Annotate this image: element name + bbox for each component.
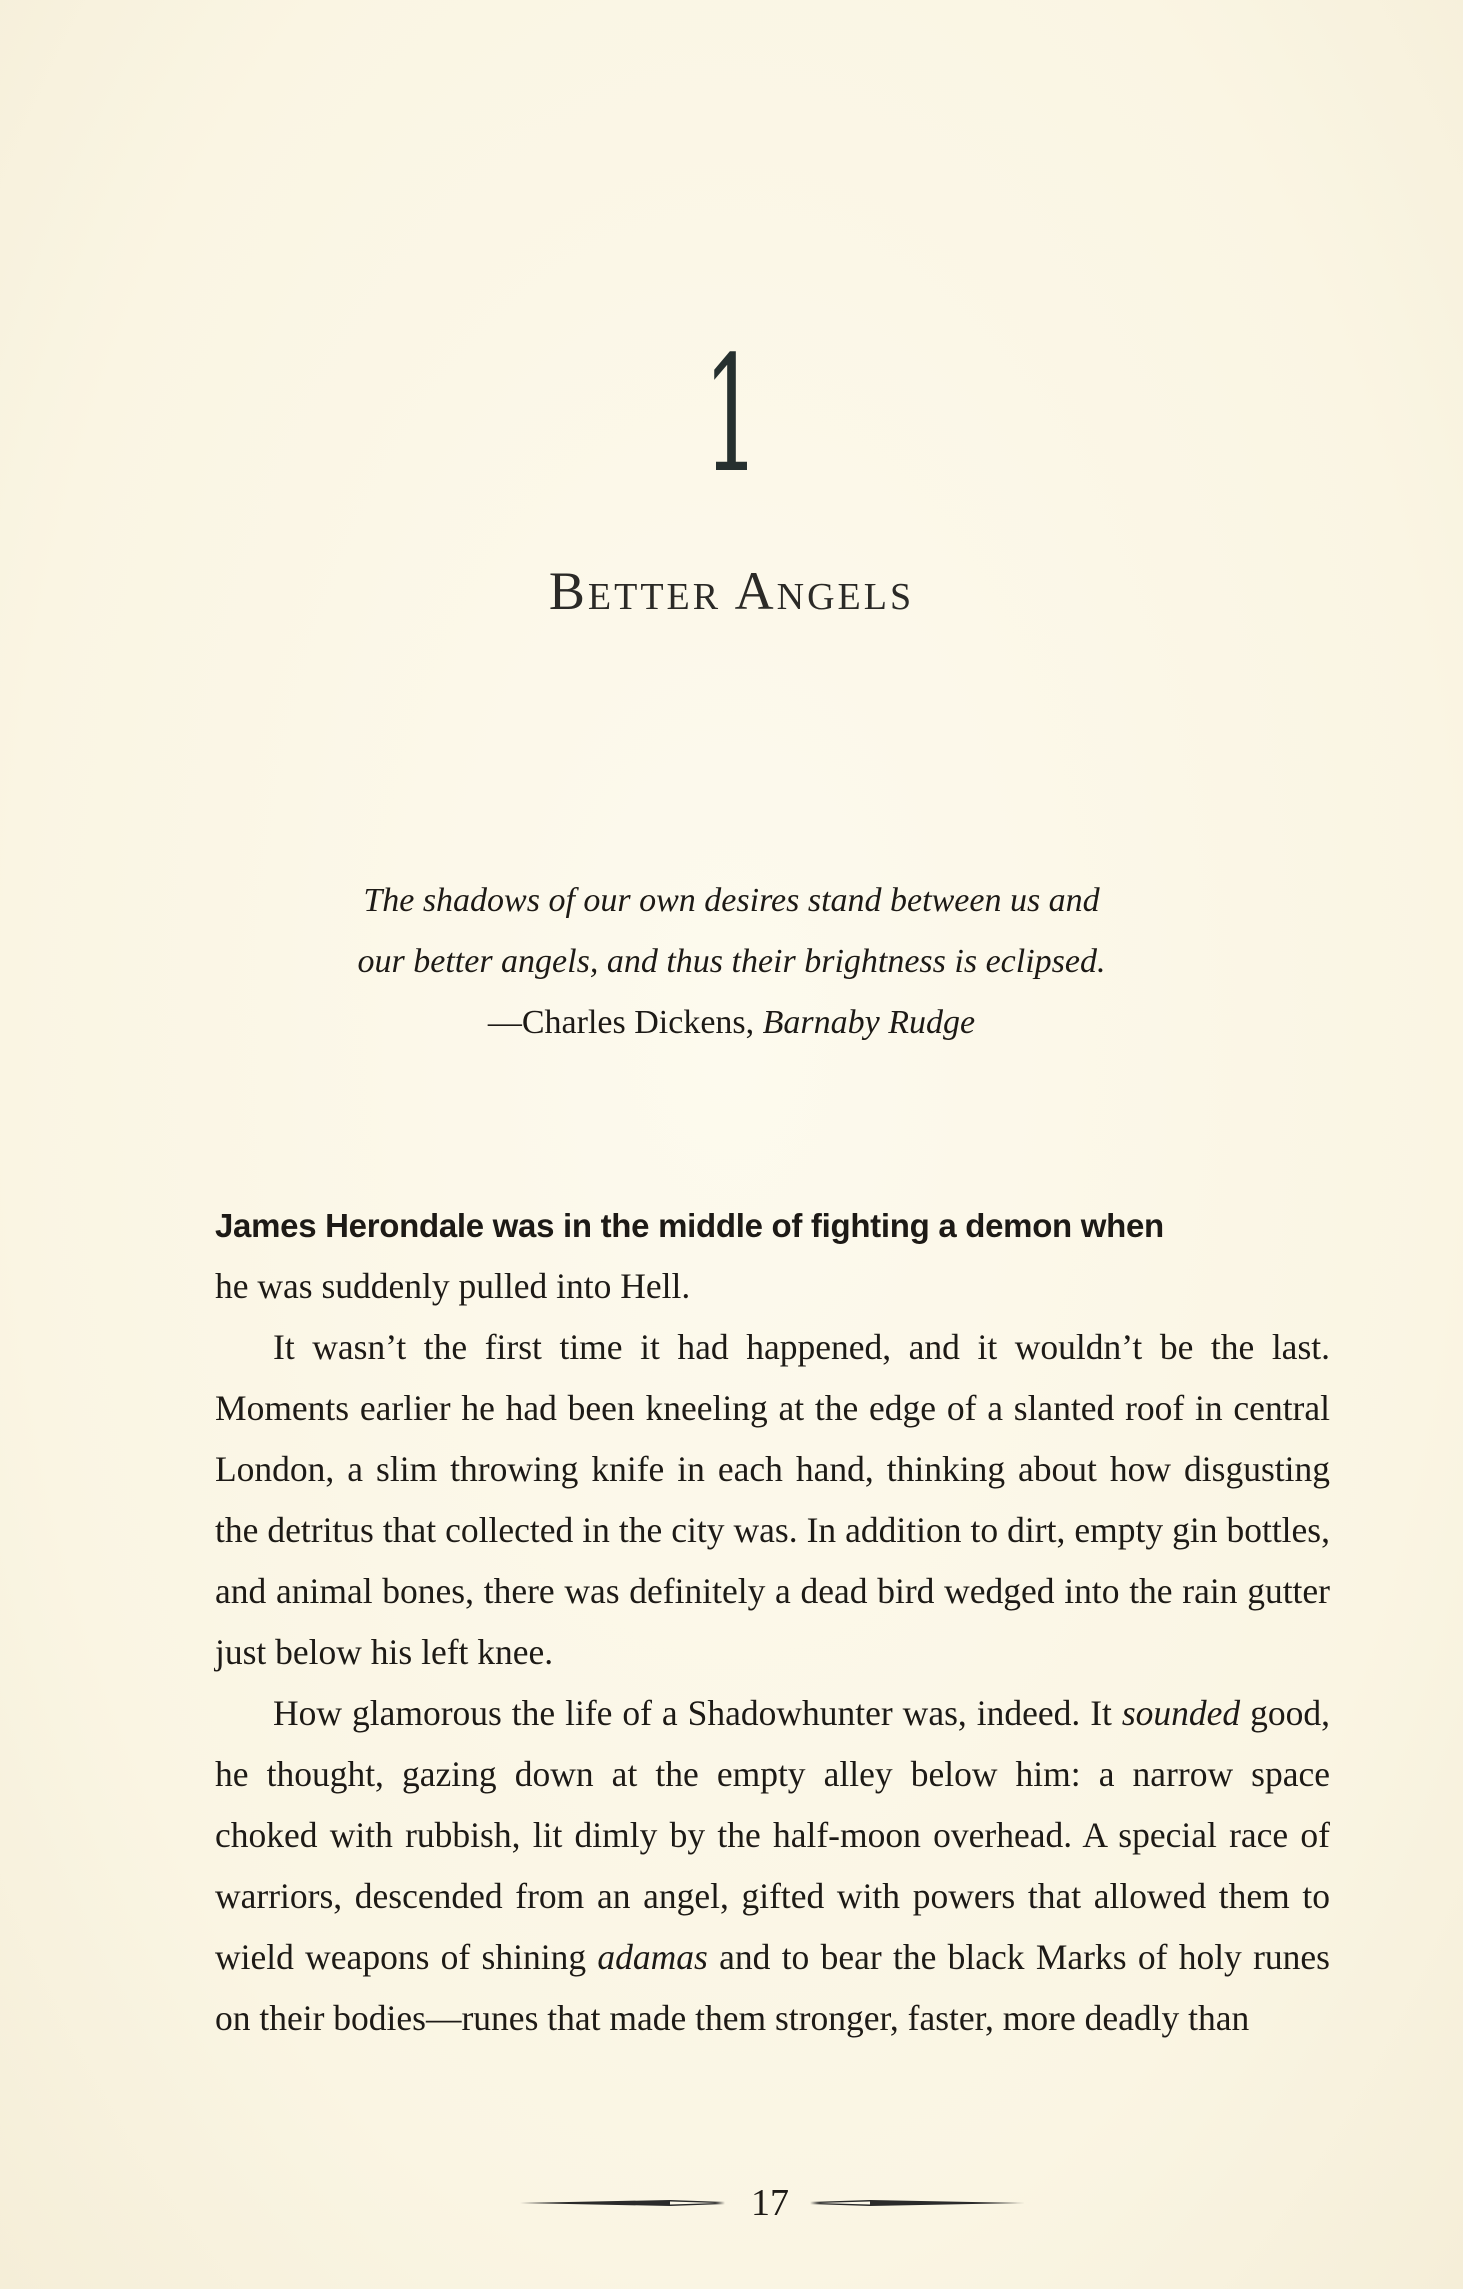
page-footer (0, 2178, 1463, 2228)
chapter-title: Better Angels (548, 561, 915, 621)
epigraph-line-1: The shadows of our own desires stand between us and (363, 882, 1100, 919)
left-ornament-icon (520, 2193, 730, 2213)
epigraph-attribution (0, 992, 1463, 1053)
paragraph-3-text-b: good, he thought, gazing down at the empty alley below him: a narrow space choked with rubbish, lit dimly by the half-moon overhead. A special race of warriors, descended from an angel, gifted with powers that allowed them to wield weapons of shining (215, 1693, 1331, 1977)
paragraph-3-emphasis-sounded: sounded (1121, 1693, 1241, 1733)
chapter-number: 1 (703, 321, 760, 508)
paragraph-3-text-a: How glamorous the life of a Shadowhunter was, indeed. It (273, 1693, 1112, 1733)
paragraph-3-text-c: and to bear the black Marks of holy runes on their bodies—runes that made them stronger, faster, more deadly than (215, 1937, 1330, 2038)
paragraph-2: It wasn’t the first time it had happened, and it wouldn’t be the last. Moments earlier he had been kneeling at the edge of a slanted roof in central London, a slim throwing knife in each hand, thinking about how disgusting the detritus that collected in the city was. In addition to dirt, empty gin bottles, and animal bones, there was definitely a dead bird wedged into the rain gutter just below his left knee. (215, 1327, 1330, 1672)
paragraph-3 (215, 1683, 1330, 2049)
epigraph (0, 870, 1463, 1053)
epigraph-author: —Charles Dickens, (487, 1004, 763, 1041)
page-number: 17 (751, 2182, 789, 2224)
epigraph-line-2: our better angels, and thus their brightness is eclipsed. (357, 943, 1106, 980)
epigraph-work-title: Barnaby Rudge (762, 1004, 976, 1041)
paragraph-1 (215, 1195, 1330, 1317)
paragraph-3-emphasis-adamas: adamas (597, 1937, 708, 1977)
paragraph-1-lead-in: James Herondale was in the middle of fighting a demon when (215, 1207, 1164, 1244)
chapter-body (215, 1195, 1330, 2049)
right-ornament-icon (805, 2193, 1025, 2213)
paragraph-1-text: he was suddenly pulled into Hell. (215, 1266, 691, 1306)
